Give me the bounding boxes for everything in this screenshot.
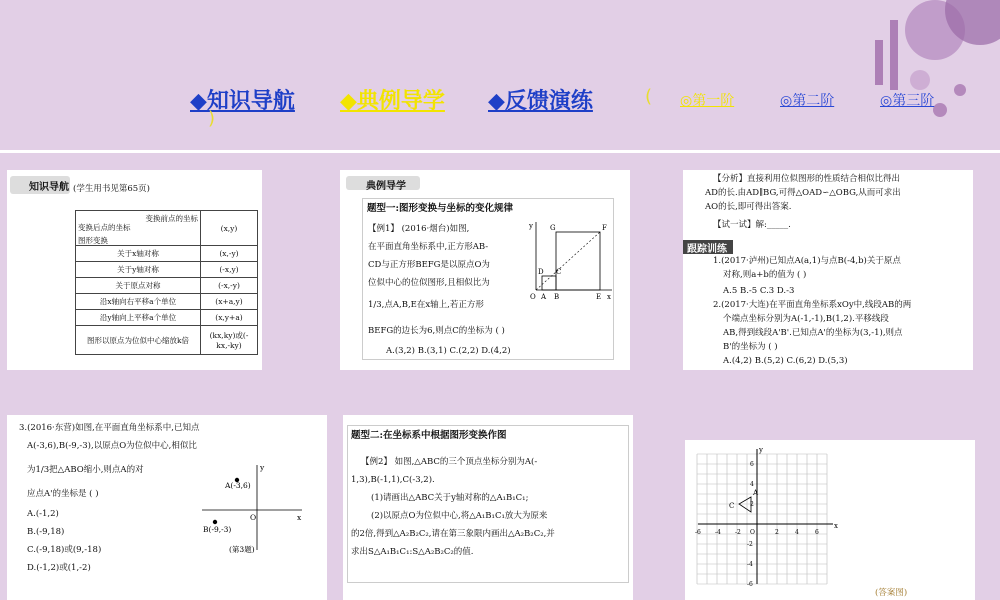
x-label: x — [297, 513, 302, 522]
x-tick: 2 — [775, 529, 779, 536]
slide-thumb-4[interactable] — [7, 415, 327, 600]
row-value: (x,-y) — [201, 246, 258, 262]
y-tick: -6 — [747, 581, 753, 588]
origin-label: O — [250, 513, 257, 522]
g-label-y: y — [529, 222, 533, 230]
p2-options: A.(3,2) B.(3,1) C.(2,2) D.(4,2) — [386, 346, 511, 356]
coordinate-figure — [197, 460, 307, 565]
p5-line: (2)以原点O为位似中心,将△A₁B₁C₁放大为原来 — [371, 511, 548, 521]
y-label: y — [260, 463, 265, 472]
g-label-c: C — [556, 268, 562, 276]
y-tick: -2 — [747, 541, 753, 548]
table-row — [76, 310, 258, 326]
row-label: 图形以原点为位似中心缩放k倍 — [76, 326, 201, 355]
y-tick: 6 — [750, 461, 754, 468]
label-a: A — [753, 489, 759, 497]
row-value: (x,y+a) — [201, 310, 258, 326]
row-label: 关于x轴对称 — [76, 246, 201, 262]
y-tick: 2 — [750, 501, 754, 508]
row-value: (-x,y) — [201, 262, 258, 278]
g-label-x: x — [607, 293, 611, 300]
row-value: (x+a,y) — [201, 294, 258, 310]
x-tick: 4 — [795, 529, 799, 536]
x-tick: O — [750, 529, 755, 536]
answer-caption: (答案图) — [875, 588, 908, 598]
p3-q1-options: A.5 B.-5 C.3 D.-3 — [723, 286, 795, 296]
p2-line: BEFG的边长为6,则点C的坐标为 ( ) — [368, 326, 505, 336]
p2-line: 位似中心的位似图形,且相似比为 — [368, 278, 490, 288]
table-head-top: 变换前点的坐标 — [145, 214, 198, 223]
p5-line: (1)请画出△ABC关于y轴对称的△A₁B₁C₁; — [371, 493, 529, 503]
answer-grid — [693, 444, 843, 589]
p2-line: 【例1】 (2016·烟台)如图, — [368, 224, 470, 234]
p4-option: B.(-9,18) — [27, 527, 65, 537]
axis-x: x — [834, 522, 838, 530]
p3-q2-options: A.(4,2) B.(5,2) C.(6,2) D.(5,3) — [723, 356, 848, 366]
p3-analysis: 【分析】直接利用位似图形的性质结合相似比得出 — [713, 174, 901, 184]
p4-line: 应点A'的坐标是 ( ) — [27, 489, 99, 499]
g-label-g: G — [550, 224, 556, 232]
row-label: 关于原点对称 — [76, 278, 201, 294]
axis-y: y — [759, 446, 763, 454]
p5-line: 1,3),B(-1,1),C(-3,2). — [351, 475, 435, 485]
nav-level-3[interactable]: ◎第三阶 — [880, 93, 935, 109]
p3-analysis: AO的长,即可得出答案. — [705, 202, 792, 212]
paren-close: ) — [208, 108, 216, 129]
divider — [0, 150, 1000, 153]
row-label: 沿y轴向上平移a个单位 — [76, 310, 201, 326]
p4-line: 为1/3把△ABO缩小,则点A的对 — [27, 465, 144, 475]
nav-knowledge[interactable]: ◆知识导航 — [190, 89, 295, 114]
knowledge-table — [75, 210, 258, 355]
table-head-col: (x,y) — [201, 211, 258, 246]
table-row — [76, 326, 258, 355]
y-tick: -4 — [747, 561, 753, 568]
x-tick: 6 — [815, 529, 819, 536]
p5-line: 的2倍,得到△A₂B₂C₂,请在第三象限内画出△A₂B₂C₂,并 — [351, 529, 555, 539]
g-label-a: A — [541, 293, 547, 300]
p4-line: A(-3,6),B(-9,-3),以原点O为位似中心,相似比 — [27, 441, 197, 451]
row-label: 关于y轴对称 — [76, 262, 201, 278]
table-head-cell — [76, 211, 201, 246]
table-row — [76, 246, 258, 262]
p3-try: 【试一试】解:_____. — [713, 220, 791, 230]
x-tick: -2 — [735, 529, 741, 536]
row-value: (kx,ky)或(-kx,-ky) — [201, 326, 258, 355]
table-head-bottom: 图形变换 — [78, 236, 108, 245]
table-head-mid: 变换后点的坐标 — [78, 223, 131, 232]
table-row — [76, 294, 258, 310]
panel2-title: 题型一:图形变换与坐标的变化规律 — [367, 203, 514, 214]
grid-lines — [697, 454, 827, 584]
p4-line: 3.(2016·东营)如图,在平面直角坐标系中,已知点 — [19, 423, 200, 433]
p2-line: 在平面直角坐标系中,正方形AB- — [368, 242, 489, 252]
slide-thumb-2[interactable] — [340, 170, 630, 370]
nav-level-1[interactable]: ◎第一阶 — [680, 93, 735, 109]
panel1-header: 知识导航 — [29, 182, 69, 193]
p2-line: CD与正方形BEFG是以原点O为 — [368, 260, 490, 270]
nav-examples[interactable]: ◆典例导学 — [340, 89, 445, 114]
p3-q1: 对称,则a+b的值为 ( ) — [723, 270, 807, 280]
p3-analysis: AD的长.由AD∥BG,可得△OAD∽△OBG,从而可求出 — [705, 188, 901, 198]
p5-line: 求出S△A₁B₁C₁:S△A₂B₂C₂的值. — [351, 547, 474, 557]
row-label: 沿x轴向右平移a个单位 — [76, 294, 201, 310]
nav-practice[interactable]: ◆反馈演练 — [488, 89, 593, 114]
paren-open: ( — [645, 86, 653, 107]
point-a-label: A(-3,6) — [225, 481, 251, 490]
panel1-note: (学生用书见第65页) — [73, 184, 150, 194]
x-tick: -6 — [695, 529, 701, 536]
g-label-e: E — [596, 293, 602, 300]
nav-level-2[interactable]: ◎第二阶 — [780, 93, 835, 109]
p3-q1: 1.(2017·泸州)已知点A(a,1)与点B(-4,b)关于原点 — [713, 256, 901, 266]
figure-caption: (第3题) — [229, 545, 255, 554]
p4-option: A.(-1,2) — [27, 509, 59, 519]
p3-q2: 个端点坐标分别为A(-1,-1),B(1,2).平移线段 — [723, 314, 889, 324]
panel2-header: 典例导学 — [366, 181, 406, 192]
point-b-label: B(-9,-3) — [203, 525, 232, 534]
y-tick: 4 — [750, 481, 754, 488]
p3-q2: B'的坐标为 ( ) — [723, 342, 778, 352]
p4-option: D.(-1,2)或(1,-2) — [27, 563, 91, 573]
slide-thumb-1[interactable] — [7, 170, 262, 370]
p2-line: 1/3,点A,B,E在x轴上,若正方形 — [368, 300, 484, 310]
slide-thumb-3[interactable] — [683, 170, 973, 370]
p4-option: C.(-9,18)或(9,-18) — [27, 545, 102, 555]
slide-thumb-5[interactable] — [343, 415, 633, 600]
g-label-f: F — [602, 224, 607, 232]
top-navigation — [190, 84, 970, 134]
slide-thumb-6[interactable] — [685, 440, 975, 600]
table-row — [76, 278, 258, 294]
square-figure — [528, 220, 613, 300]
p3-q2: 2.(2017·大连)在平面直角坐标系xOy中,线段AB的两 — [713, 300, 912, 310]
g-label-b: B — [554, 293, 560, 300]
table-row — [76, 262, 258, 278]
x-tick: -4 — [715, 529, 721, 536]
g-label-d: D — [538, 268, 544, 276]
p3-tag: 跟踪训练 — [687, 244, 727, 255]
panel5-title: 题型二:在坐标系中根据图形变换作图 — [351, 430, 507, 441]
row-value: (-x,-y) — [201, 278, 258, 294]
label-c: C — [729, 502, 735, 510]
p3-q2: AB,得到线段A'B'.已知点A'的坐标为(3,-1),则点 — [723, 328, 903, 338]
g-label-o: O — [530, 293, 536, 300]
p5-line: 【例2】 如图,△ABC的三个顶点坐标分别为A(- — [361, 457, 538, 467]
